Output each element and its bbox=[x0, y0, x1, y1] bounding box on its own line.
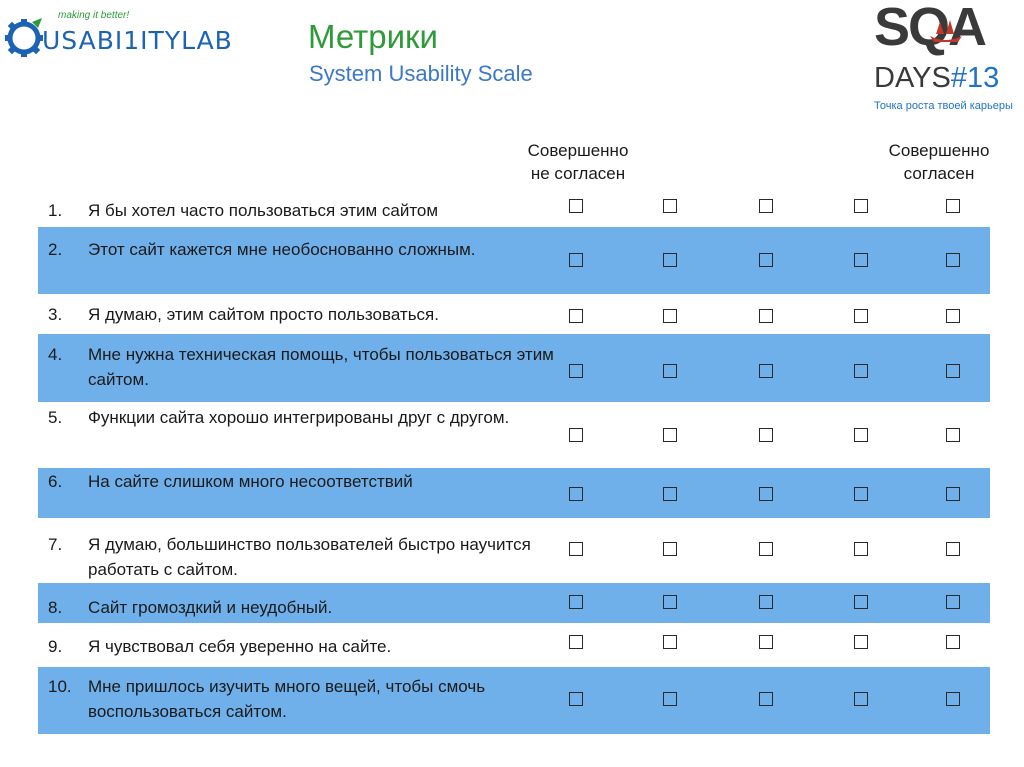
rating-checkbox-3[interactable] bbox=[759, 635, 773, 649]
rating-checkbox-1[interactable] bbox=[569, 635, 583, 649]
rating-checkbox-1[interactable] bbox=[569, 595, 583, 609]
rating-checkbox-1[interactable] bbox=[569, 253, 583, 267]
rating-checkbox-2[interactable] bbox=[663, 692, 677, 706]
rating-checkbox-2[interactable] bbox=[663, 253, 677, 267]
rating-checkbox-5[interactable] bbox=[946, 364, 960, 378]
rating-checkbox-5[interactable] bbox=[946, 487, 960, 501]
question-number: 3. bbox=[48, 305, 63, 324]
rating-checkbox-2[interactable] bbox=[663, 309, 677, 323]
rating-checkbox-2[interactable] bbox=[663, 635, 677, 649]
question-text: На сайте слишком много несоответствий bbox=[88, 472, 413, 491]
question-row bbox=[38, 227, 990, 294]
page-title: Метрики bbox=[308, 18, 438, 55]
question-text: Этот сайт кажется мне необоснованно сложным. bbox=[88, 240, 476, 259]
rating-checkbox-4[interactable] bbox=[854, 692, 868, 706]
question-text: Я думаю, этим сайтом просто пользоваться. bbox=[88, 305, 439, 324]
question-row bbox=[38, 402, 990, 468]
logo-tagline: making it better! bbox=[58, 10, 130, 21]
rating-checkbox-4[interactable] bbox=[854, 364, 868, 378]
rating-checkbox-4[interactable] bbox=[854, 253, 868, 267]
question-text: Я чувствовал себя уверенно на сайте. bbox=[88, 637, 392, 656]
rating-checkbox-1[interactable] bbox=[569, 428, 583, 442]
logo-wordmark: USABI1ITYLAB bbox=[42, 26, 233, 55]
question-text: Я бы хотел часто пользоваться этим сайтом bbox=[88, 201, 439, 220]
rating-checkbox-1[interactable] bbox=[569, 309, 583, 323]
rating-checkbox-5[interactable] bbox=[946, 595, 960, 609]
rating-checkbox-2[interactable] bbox=[663, 595, 677, 609]
question-row bbox=[38, 194, 990, 227]
rating-checkbox-3[interactable] bbox=[759, 364, 773, 378]
question-number: 10. bbox=[48, 677, 72, 696]
rating-checkbox-2[interactable] bbox=[663, 199, 677, 213]
rating-checkbox-4[interactable] bbox=[854, 428, 868, 442]
rating-checkbox-5[interactable] bbox=[946, 692, 960, 706]
rating-checkbox-1[interactable] bbox=[569, 542, 583, 556]
rating-checkbox-2[interactable] bbox=[663, 364, 677, 378]
sqa-wordmark: SQA bbox=[874, 0, 986, 57]
question-row bbox=[38, 667, 990, 734]
question-number: 8. bbox=[48, 598, 63, 617]
rating-checkbox-4[interactable] bbox=[854, 542, 868, 556]
rating-checkbox-4[interactable] bbox=[854, 309, 868, 323]
rating-checkbox-5[interactable] bbox=[946, 542, 960, 556]
rating-checkbox-1[interactable] bbox=[569, 692, 583, 706]
rating-checkbox-2[interactable] bbox=[663, 428, 677, 442]
question-text: Я думаю, большинство пользователей быстро научится работать с сайтом. bbox=[88, 535, 531, 579]
question-number: 4. bbox=[48, 345, 63, 364]
rating-checkbox-5[interactable] bbox=[946, 199, 960, 213]
rating-checkbox-1[interactable] bbox=[569, 199, 583, 213]
rating-checkbox-3[interactable] bbox=[759, 692, 773, 706]
days-label: DAYS#13 bbox=[874, 62, 1000, 94]
rating-checkbox-5[interactable] bbox=[946, 428, 960, 442]
question-row bbox=[38, 294, 990, 334]
question-text: Мне пришлось изучить много вещей, чтобы смочь воспользоваться сайтом. bbox=[88, 677, 486, 721]
question-row bbox=[38, 623, 990, 667]
question-number: 7. bbox=[48, 535, 63, 554]
scale-right-label: Совершенно согласен bbox=[888, 141, 990, 183]
question-row bbox=[38, 583, 990, 623]
rating-checkbox-3[interactable] bbox=[759, 428, 773, 442]
question-row bbox=[38, 334, 990, 402]
question-text: Функции сайта хорошо интегрированы друг с другом. bbox=[88, 408, 510, 427]
rating-checkbox-4[interactable] bbox=[854, 487, 868, 501]
question-number: 5. bbox=[48, 408, 63, 427]
scale-left-label: Совершенно не согласен bbox=[527, 141, 629, 183]
question-number: 6. bbox=[48, 472, 63, 491]
rating-checkbox-4[interactable] bbox=[854, 595, 868, 609]
rating-checkbox-5[interactable] bbox=[946, 309, 960, 323]
rating-checkbox-5[interactable] bbox=[946, 635, 960, 649]
rating-checkbox-1[interactable] bbox=[569, 364, 583, 378]
question-text: Сайт громоздкий и неудобный. bbox=[88, 598, 333, 617]
rating-checkbox-4[interactable] bbox=[854, 199, 868, 213]
question-number: 9. bbox=[48, 637, 63, 656]
rating-checkbox-5[interactable] bbox=[946, 253, 960, 267]
rating-checkbox-4[interactable] bbox=[854, 635, 868, 649]
rating-checkbox-3[interactable] bbox=[759, 309, 773, 323]
rating-checkbox-3[interactable] bbox=[759, 542, 773, 556]
sqa-days-logo bbox=[872, 2, 1022, 120]
page-subtitle: System Usability Scale bbox=[309, 61, 533, 86]
question-text: Мне нужна техническая помощь, чтобы пользоваться этим сайтом. bbox=[88, 345, 554, 389]
question-number: 1. bbox=[48, 201, 63, 220]
question-number: 2. bbox=[48, 240, 63, 259]
sqa-tagline: Точка роста твоей карьеры bbox=[874, 100, 1013, 112]
rating-checkbox-3[interactable] bbox=[759, 595, 773, 609]
rating-checkbox-3[interactable] bbox=[759, 199, 773, 213]
rating-checkbox-1[interactable] bbox=[569, 487, 583, 501]
rating-checkbox-3[interactable] bbox=[759, 487, 773, 501]
ship-icon bbox=[926, 16, 966, 46]
question-row bbox=[38, 468, 990, 518]
usabilitylab-logo bbox=[4, 6, 266, 62]
rating-checkbox-2[interactable] bbox=[663, 487, 677, 501]
rating-checkbox-2[interactable] bbox=[663, 542, 677, 556]
gear-icon bbox=[4, 16, 44, 60]
question-row bbox=[38, 518, 990, 583]
rating-checkbox-3[interactable] bbox=[759, 253, 773, 267]
